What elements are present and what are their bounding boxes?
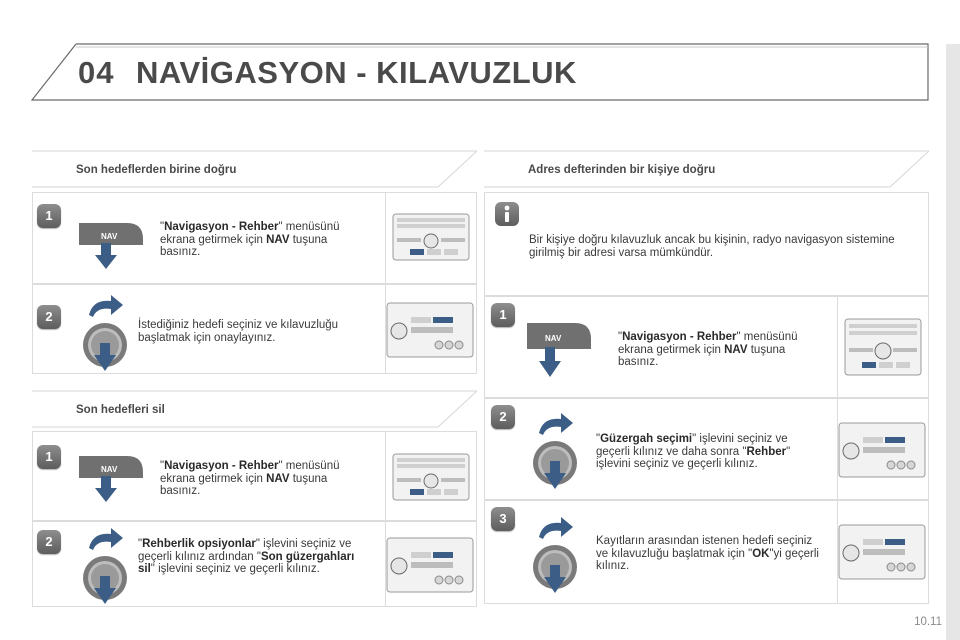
step-number-badge: 2: [491, 405, 515, 429]
step-number-badge: 2: [37, 530, 61, 554]
chapter-title: NAVİGASYON - KILAVUZLUK: [136, 55, 577, 90]
rotary-knob-icon: [525, 515, 585, 595]
page-number: 10.11: [914, 616, 942, 628]
step-row: [484, 500, 929, 604]
step-instruction: "Güzergah seçimi" işlevini seçiniz ve geçerli kılınız ve daha sonra "Rehber" işlevini seçiniz ve geçerli kılınız.: [596, 433, 791, 470]
step-row: [32, 521, 477, 607]
step-instruction: "Navigasyon - Rehber" menüsünü ekrana getirmek için NAV tuşuna basınız.: [618, 331, 798, 368]
nav-button-icon: [523, 313, 595, 377]
step-instruction: "Navigasyon - Rehber" menüsünü ekrana getirmek için NAV tuşuna basınız.: [160, 460, 340, 497]
info-icon: [495, 202, 519, 226]
step-row: [32, 284, 477, 374]
rotary-knob-icon: [75, 526, 135, 606]
nav-button-icon: [75, 213, 147, 269]
section-header-recent-destinations: [32, 150, 477, 188]
radio-unit-icon: [385, 301, 475, 359]
step-row: [32, 192, 477, 284]
step-number-badge: 2: [37, 305, 61, 329]
section-header-delete-destinations: [32, 390, 477, 428]
radio-unit-icon: [837, 421, 927, 479]
step-number-badge: 3: [491, 507, 515, 531]
step-instruction: Kayıtların arasından istenen hedefi seçiniz ve kılavuzluğu başlatmak için "OK"yi geçerli kılınız.: [596, 535, 819, 572]
radio-unit-icon: [391, 452, 471, 502]
radio-unit-icon: [843, 317, 923, 377]
section-title: Son hedefleri sil: [76, 404, 165, 416]
step-row: [484, 398, 929, 500]
info-text: Bir kişiye doğru kılavuzluk ancak bu kişinin, radyo navigasyon sistemine girilmiş bir adresi varsa mümkündür.: [529, 234, 895, 259]
radio-unit-icon: [391, 212, 471, 262]
page-side-tab: [946, 44, 960, 640]
step-instruction: "Rehberlik opsiyonlar" işlevini seçiniz ve geçerli kılınız ardından "Son güzergahları sil" işlevini seçiniz ve geçerli kılınız.: [138, 538, 355, 575]
nav-button-icon: [75, 446, 147, 502]
step-number-badge: 1: [37, 204, 61, 228]
step-number-badge: 1: [491, 303, 515, 327]
radio-unit-icon: [385, 536, 475, 594]
nav-button-label: NAV: [101, 465, 118, 474]
info-row: [484, 192, 929, 296]
chapter-number: 04: [78, 55, 115, 90]
nav-button-label: NAV: [545, 334, 562, 343]
rotary-knob-icon: [525, 411, 585, 491]
rotary-knob-icon: [75, 293, 135, 373]
section-header-address-book: [484, 150, 929, 188]
step-instruction: İstediğiniz hedefi seçiniz ve kılavuzluğu başlatmak için onaylayınız.: [138, 319, 339, 344]
step-instruction: "Navigasyon - Rehber" menüsünü ekrana getirmek için NAV tuşuna basınız.: [160, 221, 340, 258]
nav-button-label: NAV: [101, 232, 118, 241]
section-title: Adres defterinden bir kişiye doğru: [528, 164, 716, 176]
section-title: Son hedeflerden birine doğru: [76, 164, 237, 176]
step-number-badge: 1: [37, 445, 61, 469]
radio-unit-icon: [837, 523, 927, 581]
step-row: [32, 431, 477, 521]
step-row: [484, 296, 929, 398]
